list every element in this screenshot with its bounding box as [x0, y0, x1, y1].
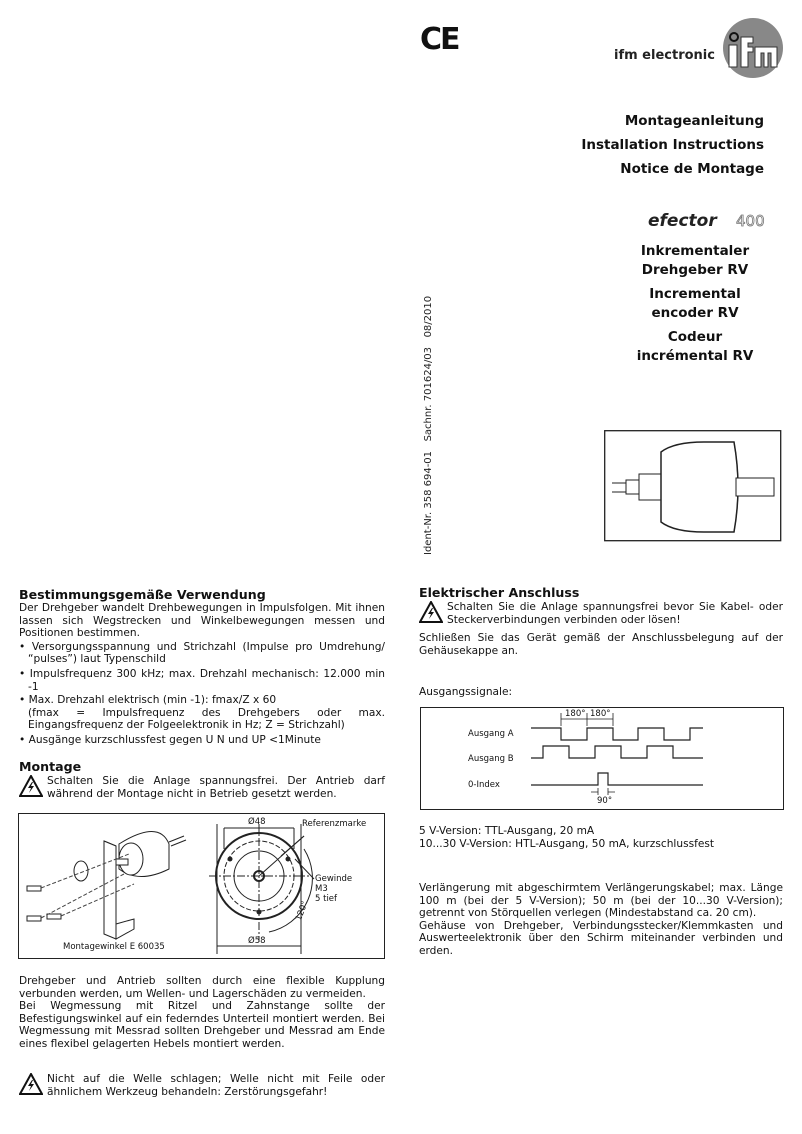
electrical-text: Schließen Sie das Gerät gemäß der Anschlussbelegung auf der Gehäusekappe an.: [419, 632, 783, 657]
thread-label-line: 5 tief: [315, 894, 338, 904]
phase-label-180: 180°: [590, 709, 611, 719]
diameter-58-label: Ø58: [248, 936, 266, 946]
encoder-image: [604, 430, 782, 542]
heading-mounting: Montage: [19, 759, 82, 774]
ce-mark: CE: [420, 22, 459, 57]
ident-number: Ident-Nr. 358 694-01 Sachnr. 701624/03 08/2010: [423, 295, 434, 555]
electrical-warning-text: Schalten Sie die Anlage spannungsfrei bevor Sie Kabel- oder Steckerverbindungen verbinden oder lösen!: [447, 601, 783, 626]
spec-item: • Impulsfrequenz 300 kHz; max. Drehzahl mechanisch: 12.000 min -1: [19, 667, 385, 693]
bracket-label: Montagewinkel E 60035: [63, 942, 165, 952]
title-fr: Notice de Montage: [620, 161, 764, 177]
product-name-en: Incremental encoder RV: [649, 286, 741, 321]
ifm-logo: [722, 17, 784, 79]
signal-diagram: [420, 707, 784, 810]
efector-logo: [648, 211, 780, 229]
spec-item: • Ausgänge kurzschlussfest gegen U N und UP <1Minute: [19, 733, 321, 746]
reference-mark-label: Referenzmarke: [302, 819, 367, 829]
ttl-version-text: 5 V-Version: TTL-Ausgang, 20 mA: [419, 825, 595, 837]
warning-icon: [19, 775, 43, 797]
diameter-48-label: Ø48: [248, 817, 266, 827]
warning-icon: [19, 1073, 43, 1095]
thread-label-line: M3: [315, 884, 328, 894]
rack-text: Bei Wegmessung mit Ritzel und Zahnstange sollte der Befestigungswinkel auf ein federndes Unterteil montiert werden. Bei Wegmessung mit Messrad sollten Drehgeber und Messrad am Ende eines flexibel gelagerten Hebels montiert werden.: [19, 1000, 385, 1050]
svg-text:400: 400: [736, 212, 765, 229]
angle-label: 120°: [294, 899, 311, 923]
thread-label: [315, 874, 352, 904]
grounding-text: Gehäuse von Drehgeber, Verbindungsstecker/Klemmkasten und Auswerteelektronik über den Schirm miteinander verbinden und erden.: [419, 919, 783, 957]
title-en: Installation Instructions: [581, 137, 764, 153]
spec-item: • Max. Drehzahl elektrisch (min -1): fmax/Z x 60: [19, 694, 277, 707]
product-name-fr: Codeur incrémental RV: [636, 329, 754, 364]
spec-item: • Versorgungsspannung und Strichzahl (Impulse pro Umdrehung/ “pulses”) laut Typenschild: [19, 640, 385, 666]
signal-label-b: Ausgang B: [468, 754, 514, 764]
extension-text: Verlängerung mit abgeschirmtem Verlängerungskabel; max. Länge 100 m (bei der 5 V-Version); 50 m (bei der 10...30 V-Version); getrennt von Störquellen verlegen (Mindestabstand ca. 20 cm).: [419, 882, 783, 920]
spec-list: [19, 641, 385, 747]
heading-electrical: Elektrischer Anschluss: [419, 585, 580, 600]
signals-label: Ausgangssignale:: [419, 686, 513, 698]
thread-label-line: Gewinde: [315, 874, 353, 884]
index-width-label: 90°: [597, 796, 613, 806]
shaft-warning-text: Nicht auf die Welle schlagen; Welle nicht mit Feile oder ähnlichem Werkzeug behandeln: Zerstörungsgefahr!: [47, 1073, 385, 1098]
signal-label-index: 0-Index: [468, 780, 500, 790]
intended-use-text: Der Drehgeber wandelt Drehbewegungen in Impulsfolgen. Mit ihnen lassen sich Wegstrecken und Winkelbewegungen messen und Positionen bestimmen.: [19, 602, 385, 640]
coupling-text: Drehgeber und Antrieb sollten durch eine flexible Kupplung verbunden werden, um Wellen- und Lagerschäden zu vermeiden.: [19, 975, 385, 1000]
mounting-figure: [18, 813, 385, 959]
warning-icon: [419, 601, 443, 623]
product-name-de: Inkrementaler Drehgeber RV: [640, 243, 750, 278]
signal-label-a: Ausgang A: [468, 729, 514, 739]
brand-text: ifm electronic: [614, 48, 715, 63]
mounting-warning-text: Schalten Sie die Anlage spannungsfrei. Der Antrieb darf während der Montage nicht in Betrieb gesetzt werden.: [47, 775, 385, 800]
phase-label-180: 180°: [565, 709, 586, 719]
htl-version-text: 10...30 V-Version: HTL-Ausgang, 50 mA, kurzschlussfest: [419, 837, 715, 850]
title-de: Montageanleitung: [624, 113, 764, 129]
spec-item: (fmax = Impulsfrequenz des Drehgebers oder max. Eingangsfrequenz der Folgeelektronik in Hz; Z = Strichzahl): [28, 706, 385, 732]
heading-intended-use: Bestimmungsgemäße Verwendung: [19, 587, 266, 602]
svg-text:efector: efector: [648, 211, 717, 229]
